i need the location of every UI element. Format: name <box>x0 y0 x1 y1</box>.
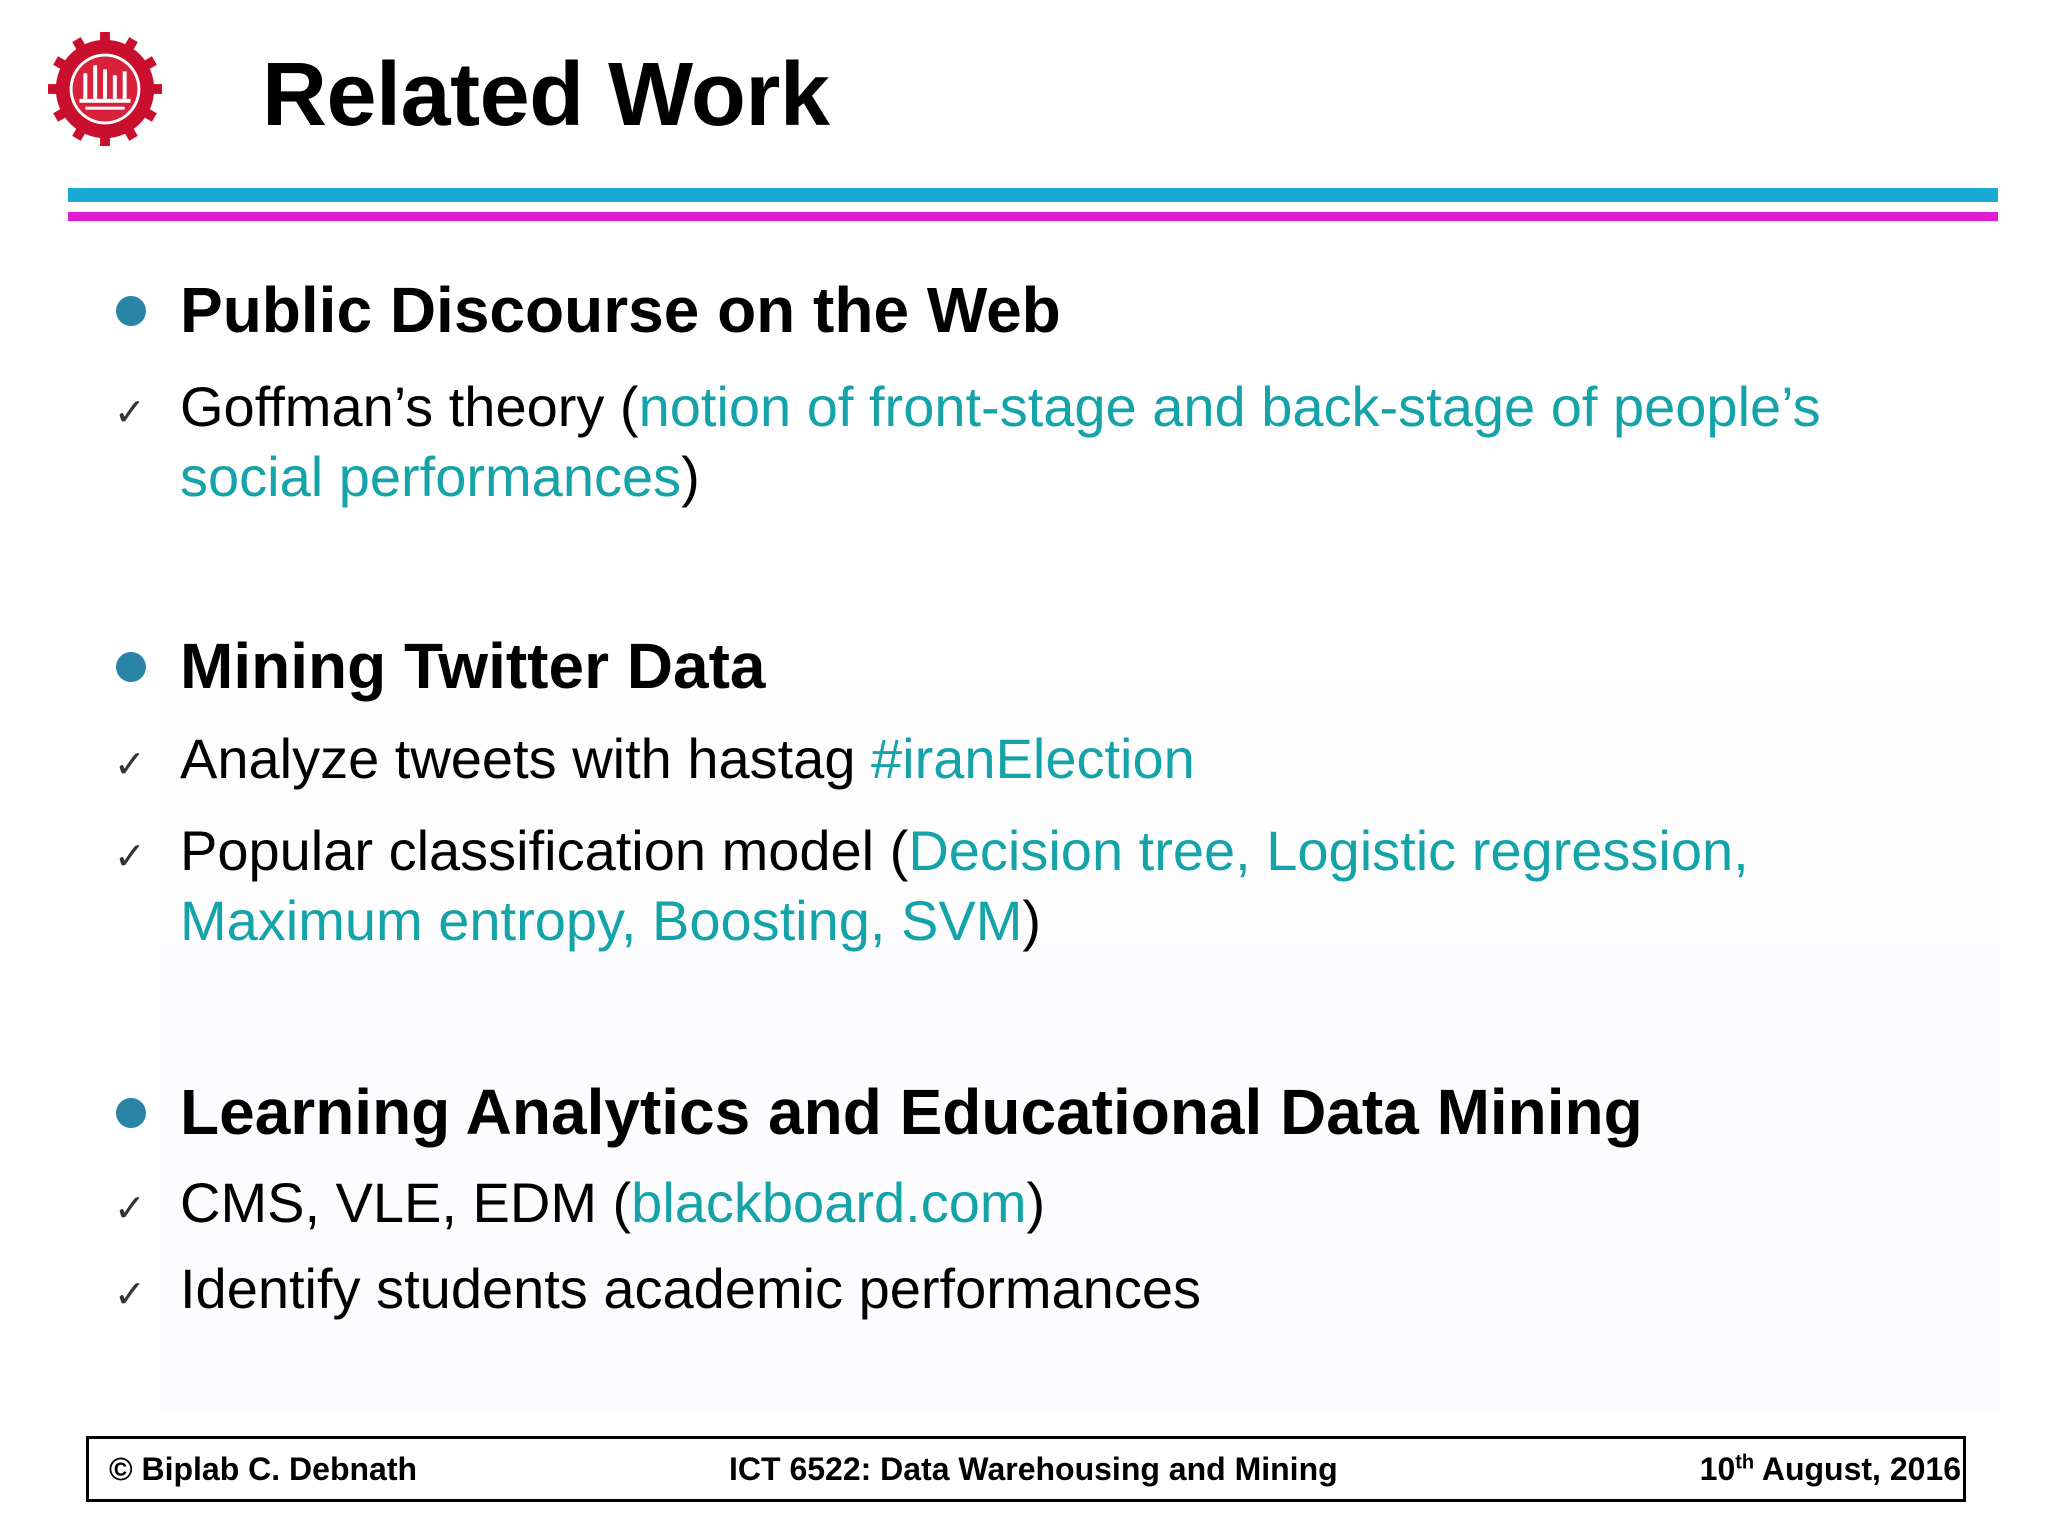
list-item: Popular classification model (Decision tree, Logistic regression, Maximum entropy, Boosting, SVM) <box>180 819 1749 952</box>
list-item: Goffman’s theory (notion of front-stage and back-stage of people’s social performances) <box>180 375 1821 508</box>
footer-date: 10th August, 2016 <box>1699 1451 1961 1487</box>
section-heading: Mining Twitter Data <box>180 630 766 702</box>
list-item: CMS, VLE, EDM (blackboard.com) <box>180 1171 1046 1234</box>
section-heading: Learning Analytics and Educational Data Mining <box>180 1076 1643 1148</box>
footer-author: © Biplab C. Debnath <box>109 1451 418 1487</box>
university-gear-logo-icon <box>46 30 164 148</box>
title-rule-cyan <box>68 188 1998 202</box>
bullet-dot-icon <box>116 1098 146 1128</box>
checkmark-icon: ✓ <box>114 834 146 878</box>
list-item: Analyze tweets with hastag #iranElection <box>180 727 1195 790</box>
section-heading: Public Discourse on the Web <box>180 274 1061 346</box>
list-item: Identify students academic performances <box>180 1257 1201 1320</box>
bullet-dot-icon <box>116 296 146 326</box>
checkmark-icon: ✓ <box>114 390 146 434</box>
bullet-dot-icon <box>116 652 146 682</box>
checkmark-icon: ✓ <box>114 742 146 786</box>
footer-course: ICT 6522: Data Warehousing and Mining <box>729 1451 1338 1487</box>
checkmark-icon: ✓ <box>114 1272 146 1316</box>
slide-footer <box>86 1436 1966 1502</box>
slide-title: Related Work <box>262 45 830 145</box>
title-rule-magenta <box>68 212 1998 221</box>
checkmark-icon: ✓ <box>114 1186 146 1230</box>
